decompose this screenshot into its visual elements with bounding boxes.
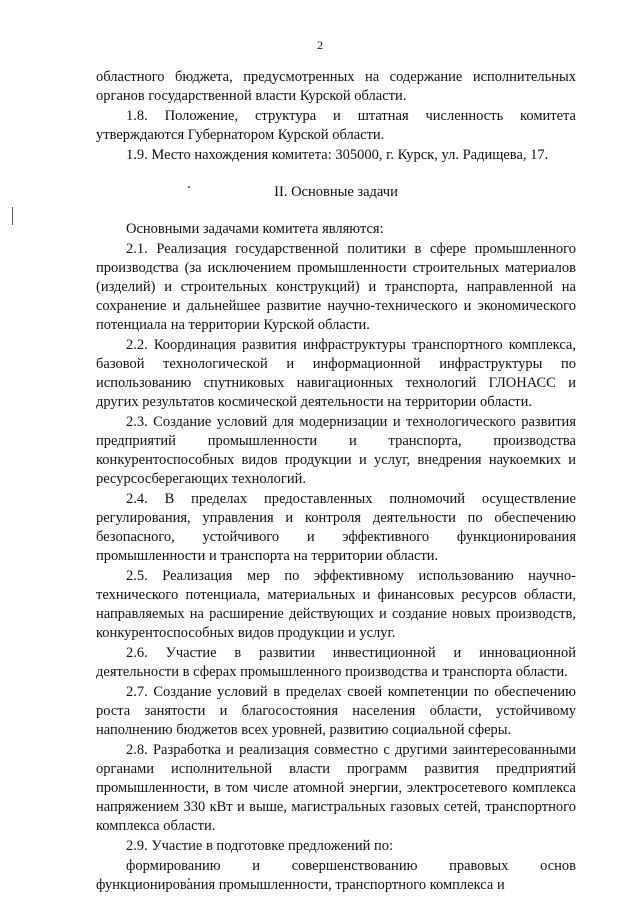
- paragraph: 2.1. Реализация государственной политики в сфере промышленного производства (за исключением промышленности строительных материалов (изделий) и строительных конструкций) и транспорта, направленной на сохранение и дальнейшее развитие научно-технического и экономического потенциала на территории Курской области.: [96, 241, 576, 333]
- section-heading: II. Основные задачи: [274, 184, 398, 200]
- paragraph: Основными задачами комитета являются:: [126, 221, 384, 237]
- margin-mark: [12, 207, 13, 225]
- paragraph: формированию и совершенствованию правовых основ функционирования промышленности, транспортного комплекса и: [96, 858, 576, 893]
- paragraph: 2.3. Создание условий для модернизации и технологического развития предприятий промышленности и транспорта, производства конкурентоспособных видов продукции и услуг, внедрения наукоемких и ресурсосберегающих технологий.: [96, 414, 576, 487]
- page-number: 2: [317, 38, 323, 52]
- paragraph: 2.4. В пределах предоставленных полномочий осуществление регулирования, управления и контроля деятельности по обеспечению безопасного, устойчивого и эффективного функционирования промышленности и транспорта на территории области.: [96, 491, 576, 564]
- document-body: [96, 68, 576, 896]
- paragraph: 2.2. Координация развития инфраструктуры транспортного комплекса, базовой технологической и информационной инфраструктуры по использованию спутниковых навигационных технологий ГЛОНАСС и других результатов космической деятельности на территории области.: [96, 337, 576, 410]
- paragraph: 2.9. Участие в подготовке предложений по:: [126, 838, 393, 854]
- paragraph: областного бюджета, предусмотренных на содержание исполнительных органов государственной власти Курской области.: [96, 69, 576, 104]
- paragraph: 2.6. Участие в развитии инвестиционной и инновационной деятельности в сферах промышленного производства и транспорта области.: [96, 645, 576, 680]
- paragraph: 2.7. Создание условий в пределах своей компетенции по обеспечению роста занятости и благосостояния населения области, устойчивому наполнению бюджетов всех уровней, развитию социальной сферы.: [96, 684, 576, 738]
- paragraph: 2.5. Реализация мер по эффективному использованию научно-технического потенциала, материальных и финансовых ресурсов области, направляемых на расширение действующих и создание новых производств, конкурентоспособных видов продукции и услуг.: [96, 568, 576, 641]
- paragraph: 1.9. Место нахождения комитета: 305000, г. Курск, ул. Радищева, 17.: [126, 147, 549, 163]
- paragraph: 2.8. Разработка и реализация совместно с другими заинтересованными органами исполнительной власти программ развития предприятий промышленности, в том числе атомной энергии, электросетевого комплекса напряжением 330 кВт и выше, магистральных газовых сетей, транспортного комплекса области.: [96, 742, 576, 834]
- paragraph: 1.8. Положение, структура и штатная численность комитета утверждаются Губернатором Курской области.: [96, 108, 576, 143]
